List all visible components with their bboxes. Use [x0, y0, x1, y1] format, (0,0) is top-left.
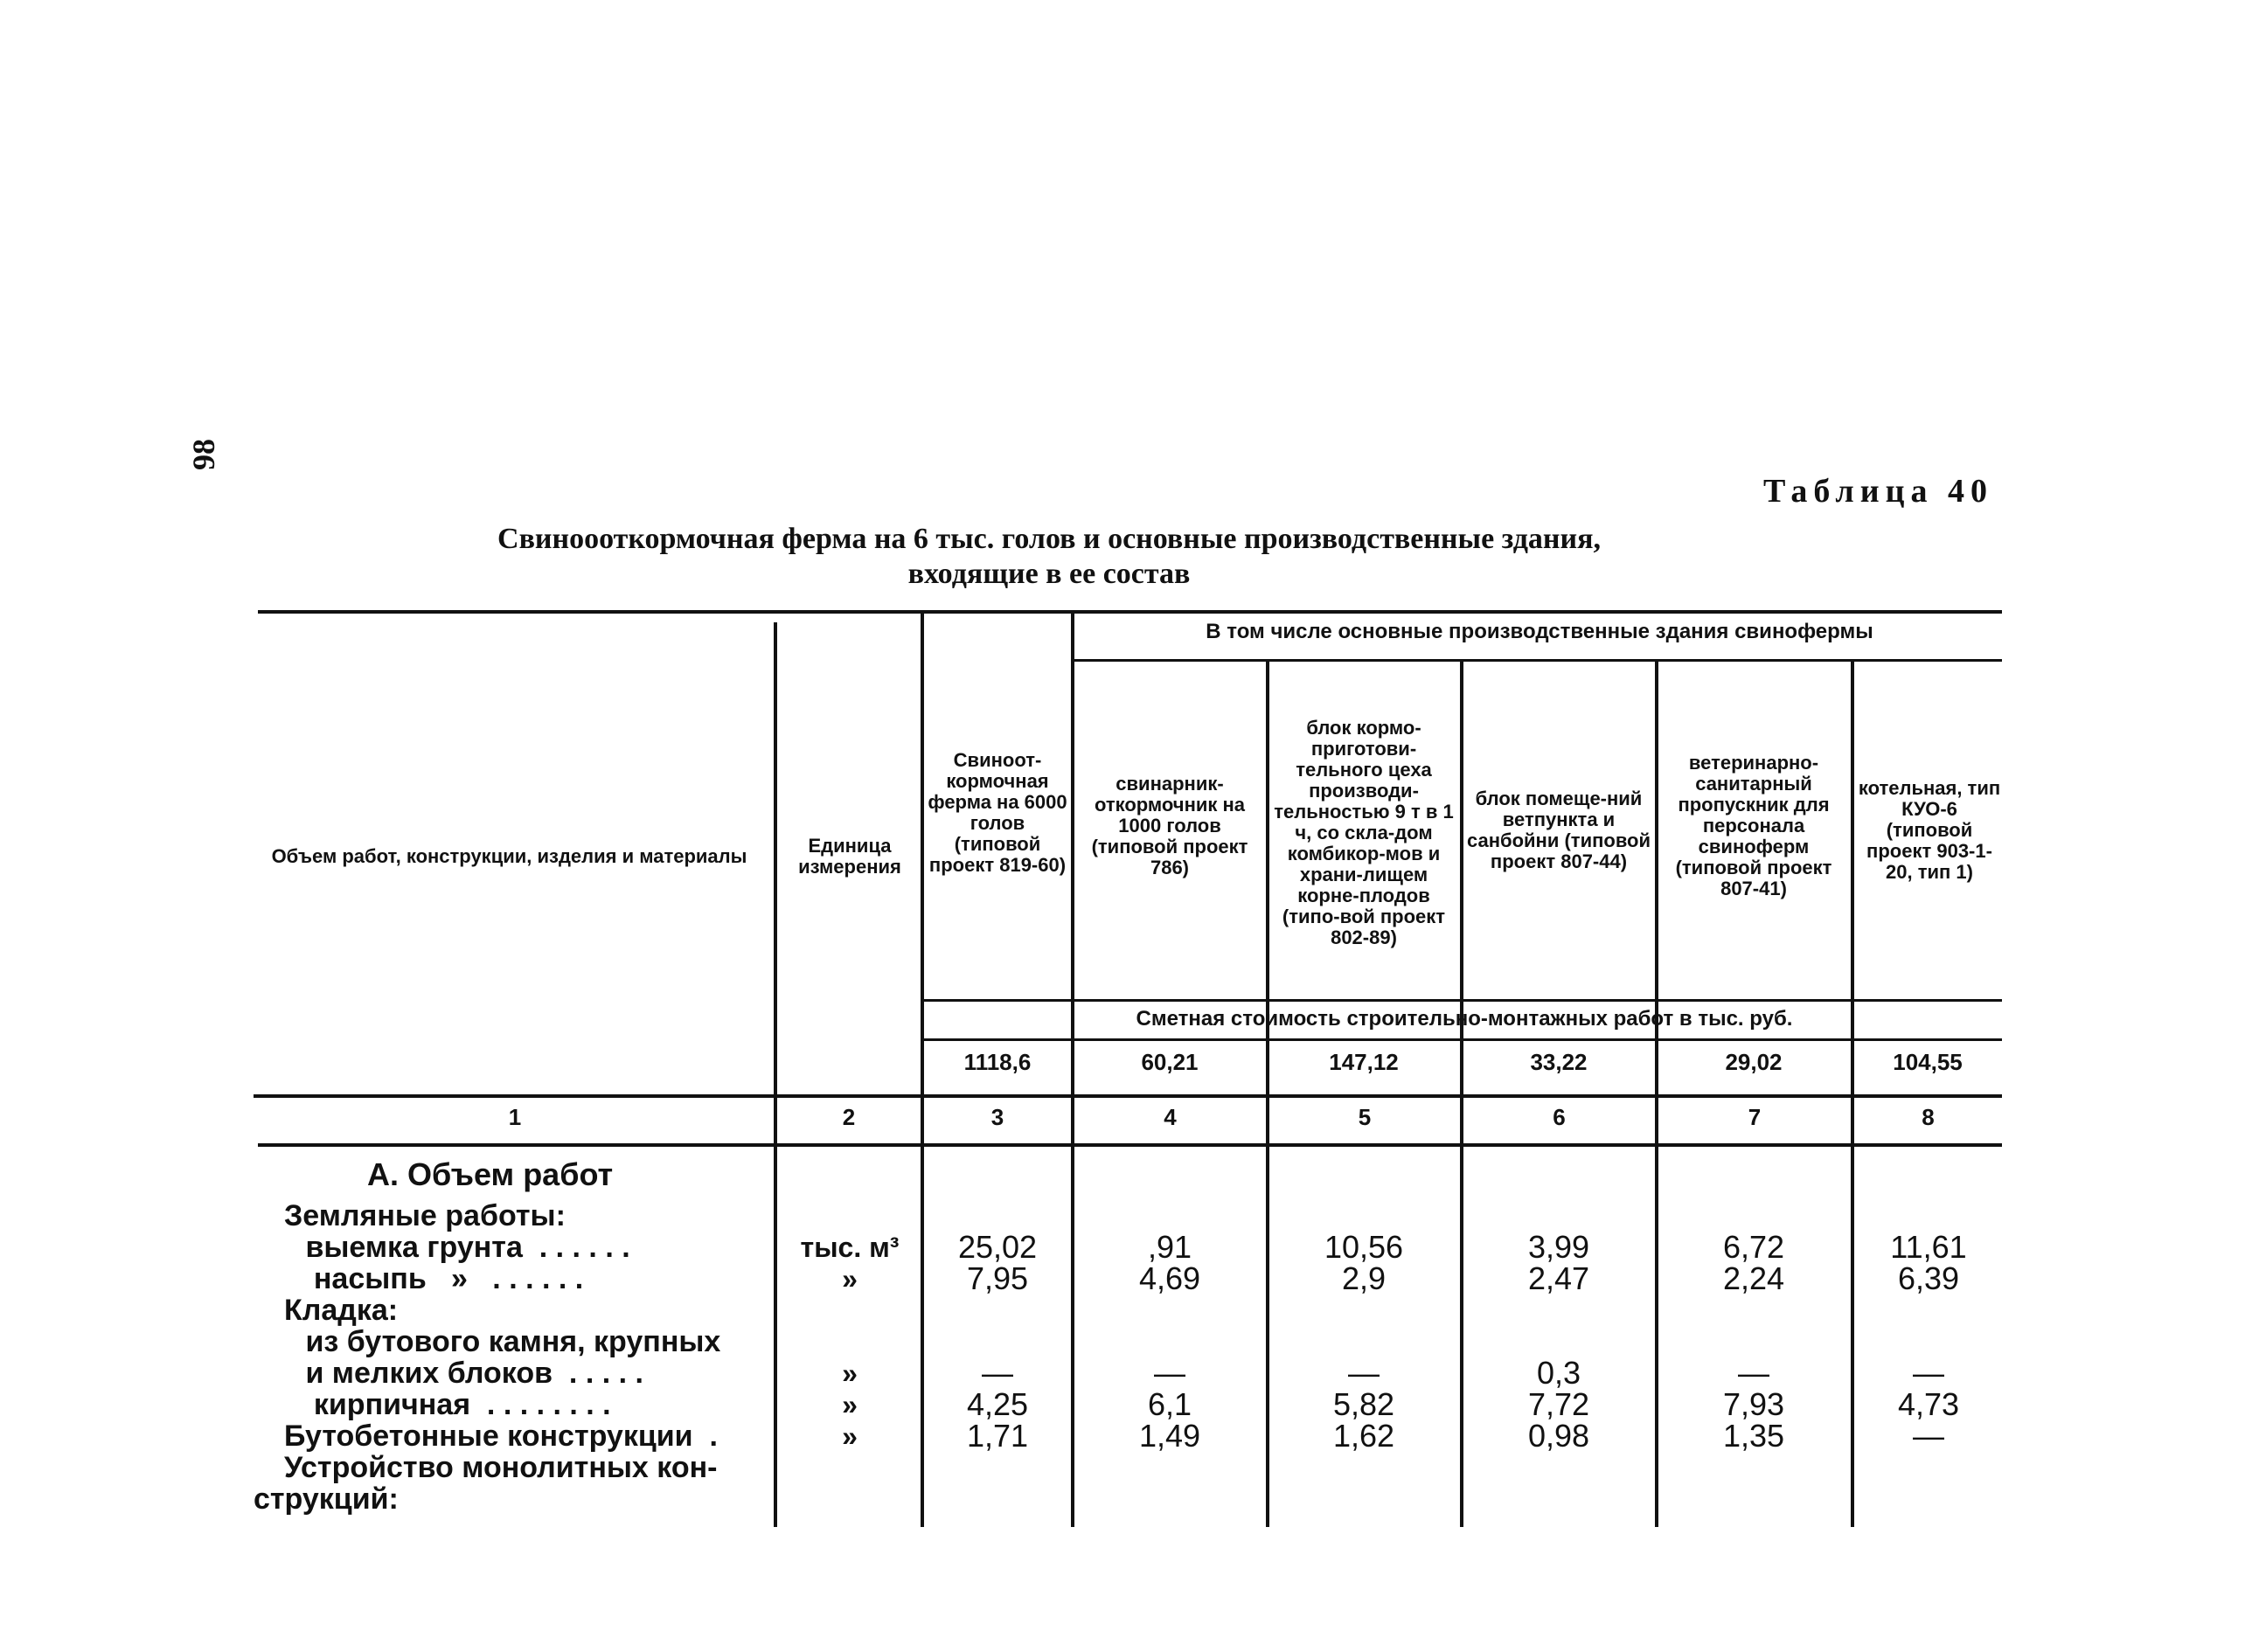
cell-value: — — [1348, 1355, 1380, 1391]
vline-1 — [774, 622, 777, 1527]
cell-value: 6,1 — [1147, 1386, 1192, 1422]
vline-5 — [1460, 662, 1463, 1527]
table-label: Таблица 40 — [1762, 473, 1993, 510]
cell-value: — — [1913, 1355, 1944, 1391]
vline-7 — [1851, 662, 1854, 1527]
cell-value: 4,73 — [1897, 1386, 1960, 1422]
cell-value: 7,72 — [1527, 1386, 1590, 1422]
cost-banner: Сметная стоимость строительно-монтажных работ в тыс. руб. — [1136, 1007, 1793, 1031]
rule-group-under — [1074, 659, 2002, 662]
cell-value: ,91 — [1147, 1229, 1192, 1265]
vline-4 — [1266, 662, 1269, 1527]
page-number: 98 — [186, 439, 221, 470]
row-label: струкций: — [254, 1482, 399, 1516]
row-unit: тыс. м³ — [800, 1232, 900, 1263]
cell-value: 6,39 — [1897, 1260, 1960, 1296]
rule-header-bottom — [254, 1094, 2002, 1098]
row-label: Устройство монолитных кон- — [284, 1451, 718, 1484]
column-number: 2 — [842, 1104, 856, 1130]
cost-col-4: 60,21 — [1141, 1049, 1199, 1075]
vline-3 — [1071, 614, 1074, 1527]
row-label: из бутового камня, крупных — [297, 1325, 721, 1358]
column-number: 3 — [990, 1104, 1004, 1130]
cell-value: 5,82 — [1332, 1386, 1395, 1422]
row-unit: » — [842, 1263, 858, 1295]
cell-value: 11,61 — [1890, 1229, 1967, 1265]
row-label: кирпичная . . . . . . . . — [297, 1388, 611, 1421]
header-col-8: котельная, тип КУО-6 (типовой проект 903-1-20, тип 1) — [1858, 777, 2001, 883]
table-caption — [262, 522, 1836, 592]
cell-value: 1,62 — [1332, 1418, 1395, 1454]
cell-value: 2,9 — [1341, 1260, 1387, 1296]
cell-value: — — [1154, 1355, 1185, 1391]
column-number: 1 — [508, 1104, 522, 1130]
column-number: 5 — [1358, 1104, 1372, 1130]
header-col-5: блок кормо-приготови-тельного цеха производи-тельностью 9 т в 1 ч, со скла-дом комбикор-мов и храни-лищем корне-плодов (типо-вой проект 802-89) — [1274, 716, 1454, 948]
row-label: Земляные работы: — [284, 1199, 566, 1232]
rule-top — [258, 610, 2002, 614]
cell-value: 7,93 — [1722, 1386, 1785, 1422]
cell-value: 4,25 — [966, 1386, 1029, 1422]
cell-value: 0,98 — [1527, 1418, 1590, 1454]
cost-col-7: 29,02 — [1725, 1049, 1783, 1075]
cell-value: 25,02 — [957, 1229, 1038, 1265]
cost-col-8: 104,55 — [1893, 1049, 1963, 1075]
cell-value: 6,72 — [1722, 1229, 1785, 1265]
column-number: 7 — [1748, 1104, 1762, 1130]
column-number: 8 — [1922, 1104, 1935, 1130]
header-col-1: Объем работ, конструкции, изделия и материалы — [271, 845, 747, 867]
cell-value: — — [982, 1355, 1013, 1391]
row-label: выемка грунта . . . . . . — [297, 1231, 630, 1264]
caption-line-1: Свиноооткормочная ферма на 6 тыс. голов и основные производственные здания, — [497, 523, 1601, 555]
column-number: 6 — [1553, 1104, 1566, 1130]
cell-value: 1,71 — [966, 1418, 1029, 1454]
header-group: В том числе основные производственные здания свинофермы — [1206, 620, 1873, 643]
row-label: Кладка: — [284, 1294, 399, 1327]
cell-value: — — [1913, 1418, 1944, 1454]
cell-value: 10,56 — [1324, 1229, 1404, 1265]
cell-value: 7,95 — [966, 1260, 1029, 1296]
vline-6 — [1655, 662, 1658, 1527]
cost-col-5: 147,12 — [1329, 1049, 1399, 1075]
column-number: 4 — [1164, 1104, 1177, 1130]
rule-colnum-bottom — [258, 1143, 2002, 1147]
row-unit: » — [842, 1357, 858, 1389]
cost-col-6: 33,22 — [1530, 1049, 1588, 1075]
header-col-7: ветеринарно-санитарный пропускник для персонала свиноферм (типовой проект 807-41) — [1675, 752, 1832, 899]
row-label: Бутобетонные конструкции . — [284, 1419, 718, 1453]
row-unit: » — [842, 1420, 858, 1452]
caption-line-2: входящие в ее состав — [907, 558, 1191, 590]
cell-value: 3,99 — [1527, 1229, 1590, 1265]
row-unit: » — [842, 1389, 858, 1420]
header-col-3: Свиноот-кормочная ферма на 6000 голов (типовой проект 819-60) — [928, 749, 1067, 876]
header-col-4: свинарник-откормочник на 1000 голов (типовой проект 786) — [1091, 773, 1248, 878]
header-col-6: блок помеще-ний ветпункта и санбойни (типовой проект 807-44) — [1466, 788, 1651, 872]
cell-value: 1,49 — [1138, 1418, 1201, 1454]
row-label: и мелких блоков . . . . . — [297, 1357, 643, 1390]
cell-value: 2,24 — [1722, 1260, 1785, 1296]
cell-value: 0,3 — [1536, 1355, 1581, 1391]
cell-value: 1,35 — [1722, 1418, 1785, 1454]
cell-value: 2,47 — [1527, 1260, 1590, 1296]
cell-value: — — [1738, 1355, 1769, 1391]
section-title: А. Объем работ — [367, 1156, 614, 1192]
row-label: насыпь » . . . . . . — [297, 1262, 584, 1295]
vline-2 — [921, 614, 924, 1527]
cell-value: 4,69 — [1138, 1260, 1201, 1296]
cost-col-3: 1118,6 — [963, 1049, 1032, 1075]
header-col-2: Единица измерения — [798, 835, 901, 878]
